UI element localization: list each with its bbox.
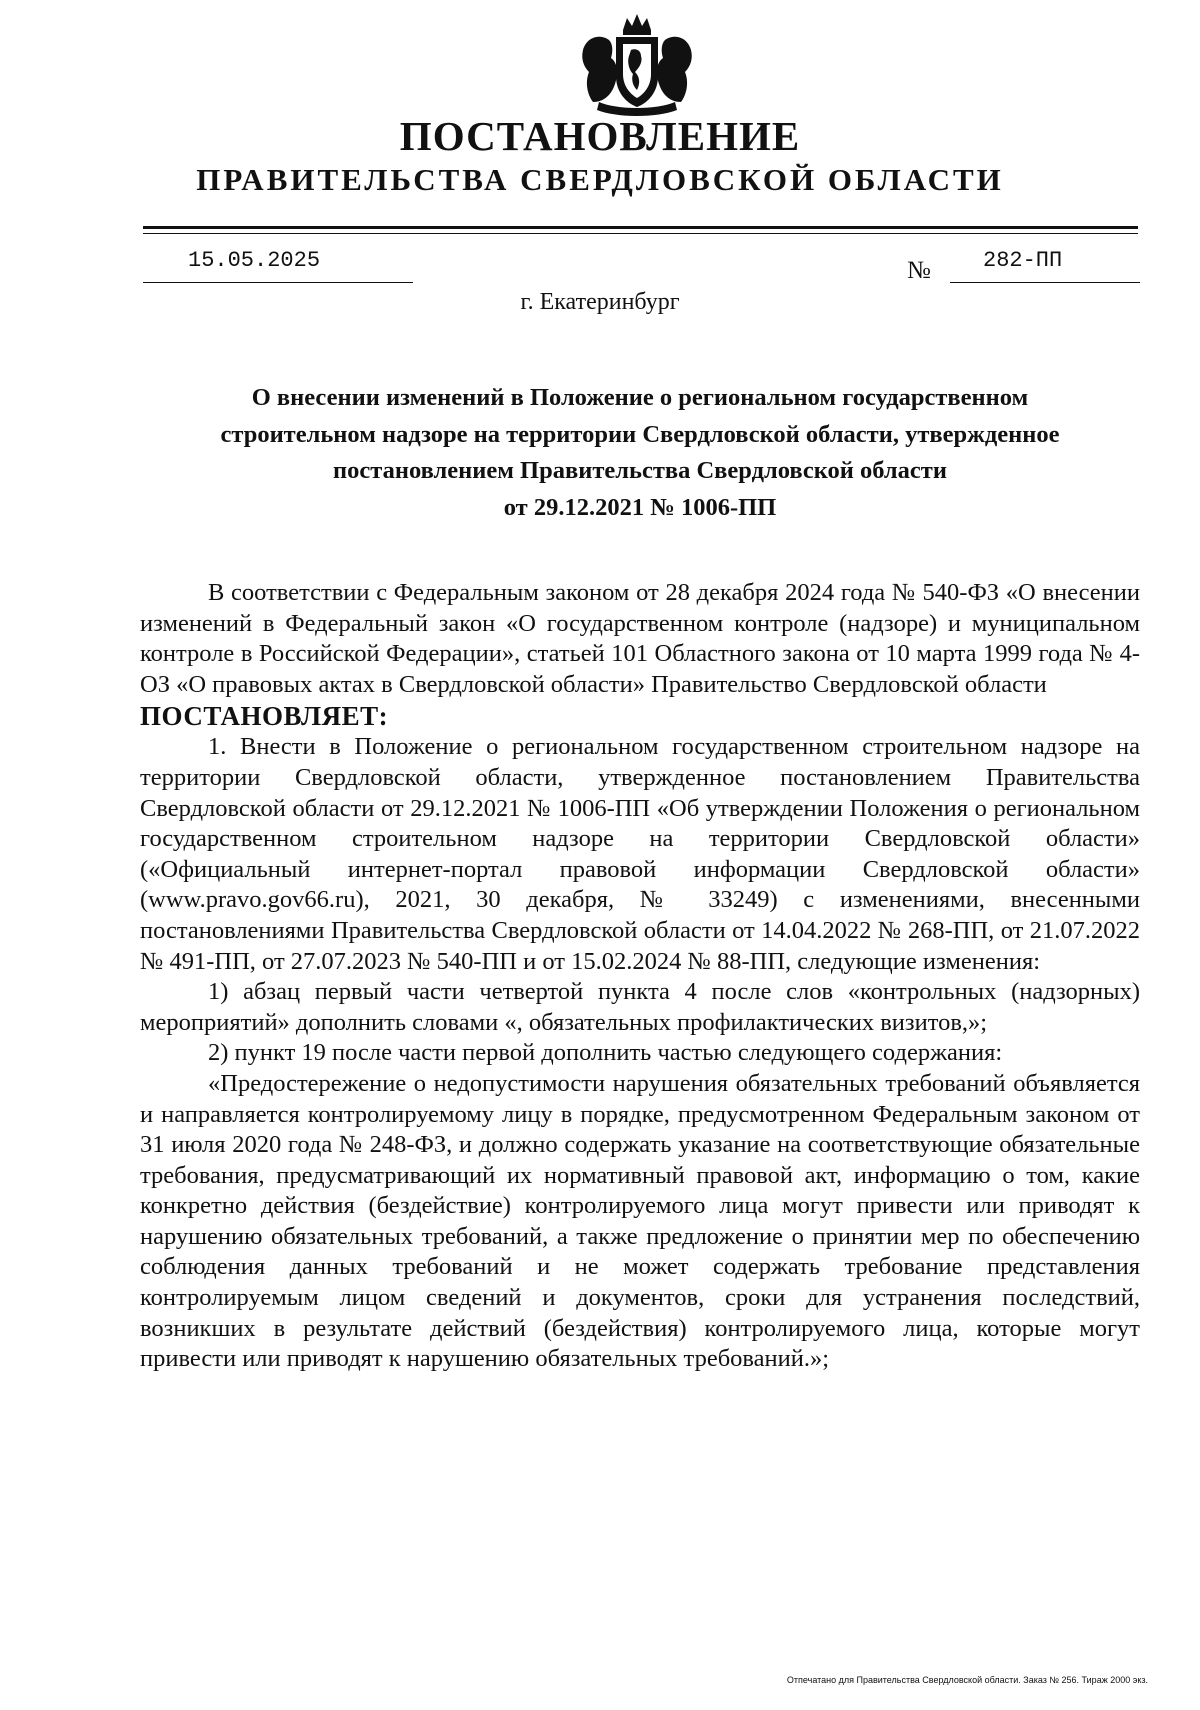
preamble-paragraph: В соответствии с Федеральным законом от 28 декабря 2024 года № 540-ФЗ «О внесении изменений в Федеральный закон «О государственном контроле (надзоре) и муниципальном контроле в Российской Федерации», статьей 101 Областного закона от 10 марта 1999 года № 4-ОЗ «О правовых актах в Свердловской области» Правительство Свердловской области — [140, 579, 1140, 698]
document-number: 282-ПП — [983, 248, 1063, 273]
document-body — [140, 578, 1140, 1375]
paragraph-subitem-2: 2) пункт 19 после части первой дополнить частью следующего содержания: — [208, 1039, 1003, 1067]
title-line: О внесении изменений в Положение о региональном государственном — [251, 384, 1029, 411]
header-divider-thick — [143, 226, 1138, 229]
document-date: 15.05.2025 — [188, 248, 321, 273]
document-title — [140, 380, 1140, 526]
issuing-authority: ПРАВИТЕЛЬСТВА СВЕРДЛОВСКОЙ ОБЛАСТИ — [196, 162, 1004, 197]
header-divider-thin — [143, 233, 1138, 234]
print-note: Отпечатано для Правительства Свердловской области. Заказ № 256. Тираж 2000 экз. — [786, 1675, 1148, 1685]
title-line: постановлением Правительства Свердловской области — [333, 457, 947, 484]
date-underline — [143, 282, 413, 283]
coat-of-arms-icon — [573, 10, 701, 118]
paragraph-subitem-1: 1) абзац первый части четвертой пункта 4 после слов «контрольных (надзорных) мероприятий» дополнить словами «, обязательных профилактических визитов,»; — [140, 978, 1140, 1036]
quoted-paragraph: «Предостережение о недопустимости нарушения обязательных требований объявляется и направляется контролируемому лицу в порядке, предусмотренном Федеральным законом от 31 июля 2020 года № 248-ФЗ, и должно содержать указание на соответствующие обязательные требования, предусматривающий их нормативный правовой акт, информацию о том, какие конкретно действия (бездействие) контролируемого лица могут привести или приводят к нарушению обязательных требований, а также предложение о принятии мер по обеспечению соблюдения данных требований и не может содержать требование представления контролируемым лицом сведений и документов, сроки для устранения последствий, возникших в результате действий (бездействия) контролируемого лица, которые могут привести или приводят к нарушению обязательных требований.»; — [140, 1069, 1140, 1373]
number-sign: № — [907, 257, 931, 284]
title-line: от 29.12.2021 № 1006-ПП — [503, 493, 777, 521]
paragraph-item-1: 1. Внести в Положение о региональном государственном строительном надзоре на территории Свердловской области, утвержденное постановлением Правительства Свердловской области от 29.12.2021 № 1006-ПП «Об утверждении Положения о региональном государственном строительном надзоре на территории Свердловской области» («Официальный интернет-портал правовой информации Свердловской области» (www.pravo.gov66.ru), 2021, 30 декабря, № 33249) с изменениями, внесенными постановлениями Правительства Свердловской области от 14.04.2022 № 268-ПП, от 21.07.2022 № 491-ПП, от 27.07.2023 № 540-ПП и от 15.02.2024 № 88-ПП, следующие изменения: — [140, 733, 1140, 975]
document-type: ПОСТАНОВЛЕНИЕ — [399, 113, 801, 159]
decree-word: ПОСТАНОВЛЯЕТ: — [140, 701, 389, 732]
city: г. Екатеринбург — [520, 289, 680, 315]
number-underline — [950, 282, 1140, 283]
title-line: строительном надзоре на территории Свердловской области, утвержденное — [220, 420, 1060, 448]
